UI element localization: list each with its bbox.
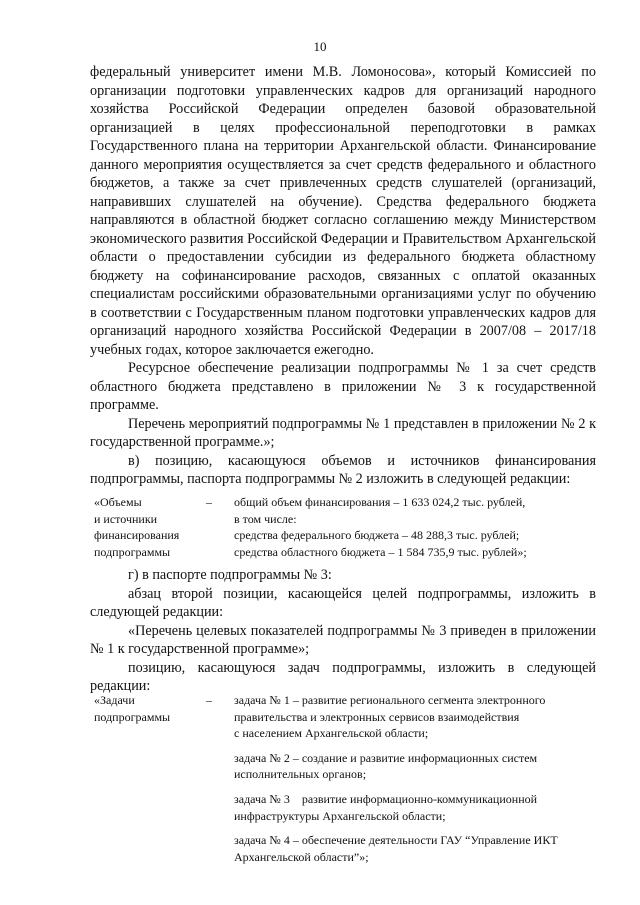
funding-value [234, 494, 600, 560]
task-line: Архангельской области”»; [234, 849, 369, 864]
text-block-top [90, 63, 596, 489]
funding-label-line: и источники [94, 511, 158, 526]
task-item [234, 750, 600, 783]
tasks-label-line: подпрограммы [94, 709, 171, 724]
task-line: задача № 1 – развитие регионального сегмента электронного [234, 693, 546, 707]
text-block-middle [90, 566, 596, 696]
paragraph-4: в) позицию, касающуюся объемов и источников финансирования подпрограммы, паспорта подпрограммы № 2 изложить в следующей редакции: [90, 452, 596, 487]
funding-table [94, 494, 600, 560]
task-item [234, 791, 600, 824]
funding-value-line: общий объем финансирования – 1 633 024,2 тыс. рублей, [234, 495, 526, 509]
task-line: задача № 2 – создание и развитие информационных систем [234, 750, 538, 765]
task-line: правительства и электронных сервисов взаимодействия [234, 709, 520, 724]
tasks-label [94, 692, 206, 873]
funding-label-line: «Объемы [94, 495, 142, 509]
page-number: 10 [313, 39, 327, 54]
paragraph-7: «Перечень целевых показателей подпрограммы № 3 приведен в приложении № 1 к государственной программе»; [90, 622, 596, 657]
task-line: с населением Архангельской области; [234, 726, 429, 741]
tasks-value [234, 692, 600, 873]
funding-value-line: средства областного бюджета – 1 584 735,9 тыс. рублей»; [234, 544, 527, 559]
task-item [234, 832, 600, 865]
task-line: инфраструктуры Архангельской области; [234, 808, 446, 823]
funding-label-line: финансирования [94, 528, 180, 543]
funding-dash: – [206, 495, 212, 509]
task-line: задача № 3 развитие информационно-коммуникационной [234, 791, 538, 806]
paragraph-5: г) в паспорте подпрограммы № 3: [128, 567, 332, 583]
paragraph-3: Перечень мероприятий подпрограммы № 1 представлен в приложении № 2 к государственной программе.»; [90, 415, 596, 450]
funding-value-line: в том числе: [234, 511, 297, 526]
task-item [234, 692, 600, 742]
paragraph-2: Ресурсное обеспечение реализации подпрограммы № 1 за счет средств областного бюджета представлено в приложении № 3 к государственной программе. [90, 360, 596, 413]
task-line: задача № 4 – обеспечение деятельности ГАУ “Управление ИКТ [234, 833, 558, 848]
funding-value-line: средства федерального бюджета – 48 288,3 тыс. рублей; [234, 528, 520, 543]
paragraph-6: абзац второй позиции, касающейся целей подпрограммы, изложить в следующей редакции: [90, 585, 596, 620]
funding-label [94, 494, 206, 560]
paragraph-1: федеральный университет имени М.В. Ломоносова», который Комиссией по организации подготовки управленческих кадров для организаций народного хозяйства Российской Федерации определен базовой образовательной организацией в целях профессиональной переподготовки в рамках Государственного плана на территории Архангельской области. Финансирование данного мероприятия осуществляется за счет средств федерального и областного бюджетов, а также за счет привлеченных средств слушателей (организаций, направивших слушателей на обучение). Средства федерального бюджета направляются в областной бюджет согласно соглашению между Министерством экономического развития Российской Федерации и Правительством Архангельской области о предоставлении субсидии из федерального бюджета областному бюджету на софинансирование расходов, связанных с оплатой оказанных специалистам российскими образовательными организациями услуг по обучению в соответствии с Государственным планом подготовки управленческих кадров для организаций народного хозяйства Российской Федерации в 2007/08 – 2017/18 учебных годах, которое заключается ежегодно. [90, 64, 596, 358]
tasks-label-line: «Задачи [94, 693, 135, 707]
tasks-dash: – [206, 693, 212, 707]
task-line: исполнительных органов; [234, 767, 367, 782]
funding-label-line: подпрограммы [94, 544, 171, 559]
tasks-table [94, 692, 600, 873]
paragraph-8: позицию, касающуюся задач подпрограммы, изложить в следующей редакции: [90, 659, 596, 694]
